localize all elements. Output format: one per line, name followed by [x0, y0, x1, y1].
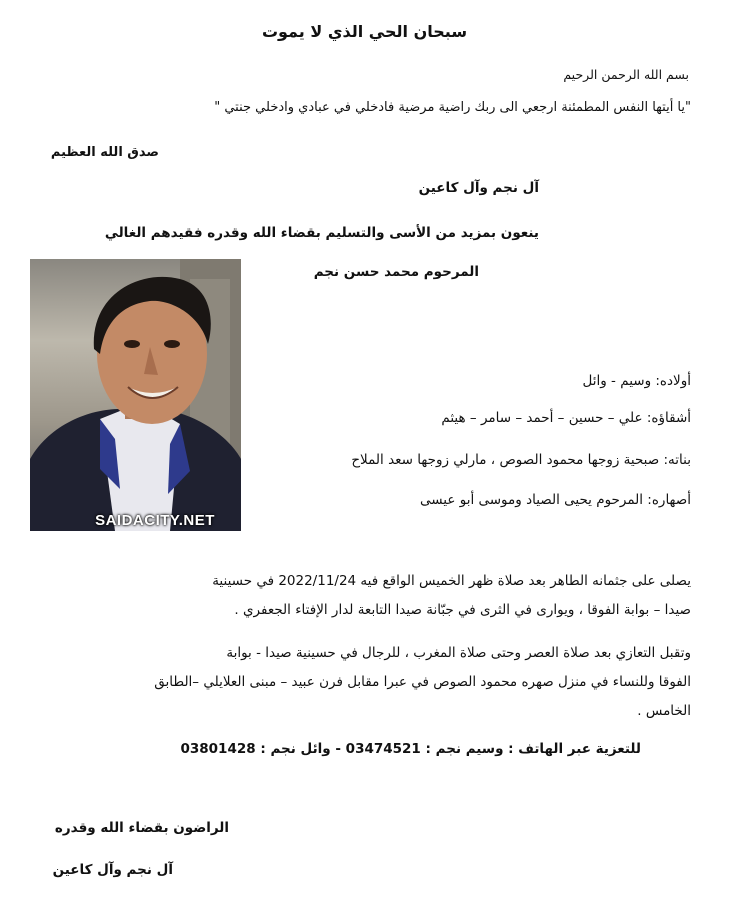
footer-line-1: الراضون بقضاء الله وقدره	[54, 820, 229, 836]
condolences-line-1: وتقبل التعازي بعد صلاة العصر وحتى صلاة المغرب ، للرجال في حسينية صيدا - بوابة	[226, 645, 691, 661]
sadaq-text: صدق الله العظيم	[50, 145, 159, 160]
relatives-daughters: بناته: صبحية زوجها محمود الصوص ، مارلي زوجها سعد الملاح	[351, 452, 691, 468]
relatives-sons: أولاده: وسيم - وائل	[582, 373, 691, 389]
deceased-name: المرحوم محمد حسن نجم	[313, 264, 479, 280]
phone-line: للتعزية عبر الهاتف : وسيم نجم : 03474521 - وائل نجم : 03801428	[180, 741, 641, 757]
funeral-line-2: صيدا – بوابة الفوقا ، ويوارى في الثرى في جبّانة صيدا التابعة لدار الإفتاء الجعفري .	[234, 602, 691, 618]
quran-verse: "يا أيتها النفس المطمئنة ارجعي الى ربك راضية مرضية فادخلي في عبادي وادخلي جنتي "	[214, 100, 691, 115]
mourning-line: ينعون بمزيد من الأسى والتسليم بقضاء الله وقدره فقيدهم الغالي	[104, 225, 539, 241]
basmala: بسم الله الرحمن الرحيم	[563, 67, 689, 82]
portrait-image	[30, 259, 241, 531]
footer-line-2: آل نجم وآل كاعين	[52, 862, 173, 878]
funeral-line-1: يصلى على جثمانه الطاهر بعد صلاة ظهر الخميس الواقع فيه 2022/11/24 في حسينية	[212, 573, 691, 589]
page-title: سبحان الحي الذي لا يموت	[261, 22, 468, 41]
deceased-photo	[30, 259, 241, 531]
families-line: آل نجم وآل كاعين	[418, 180, 539, 196]
relatives-brothers: أشقاؤه: علي – حسين – أحمد – سامر – هيثم	[441, 410, 691, 426]
site-watermark: SAIDACITY.NET	[95, 512, 215, 529]
condolences-line-3: الخامس .	[637, 703, 691, 719]
relatives-in-laws: أصهاره: المرحوم يحيى الصياد وموسى أبو عيسى	[420, 492, 691, 508]
condolences-line-2: الفوقا وللنساء في منزل صهره محمود الصوص في عبرا مقابل فرن عبيد – مبنى العلايلي –الطابق	[154, 674, 691, 690]
